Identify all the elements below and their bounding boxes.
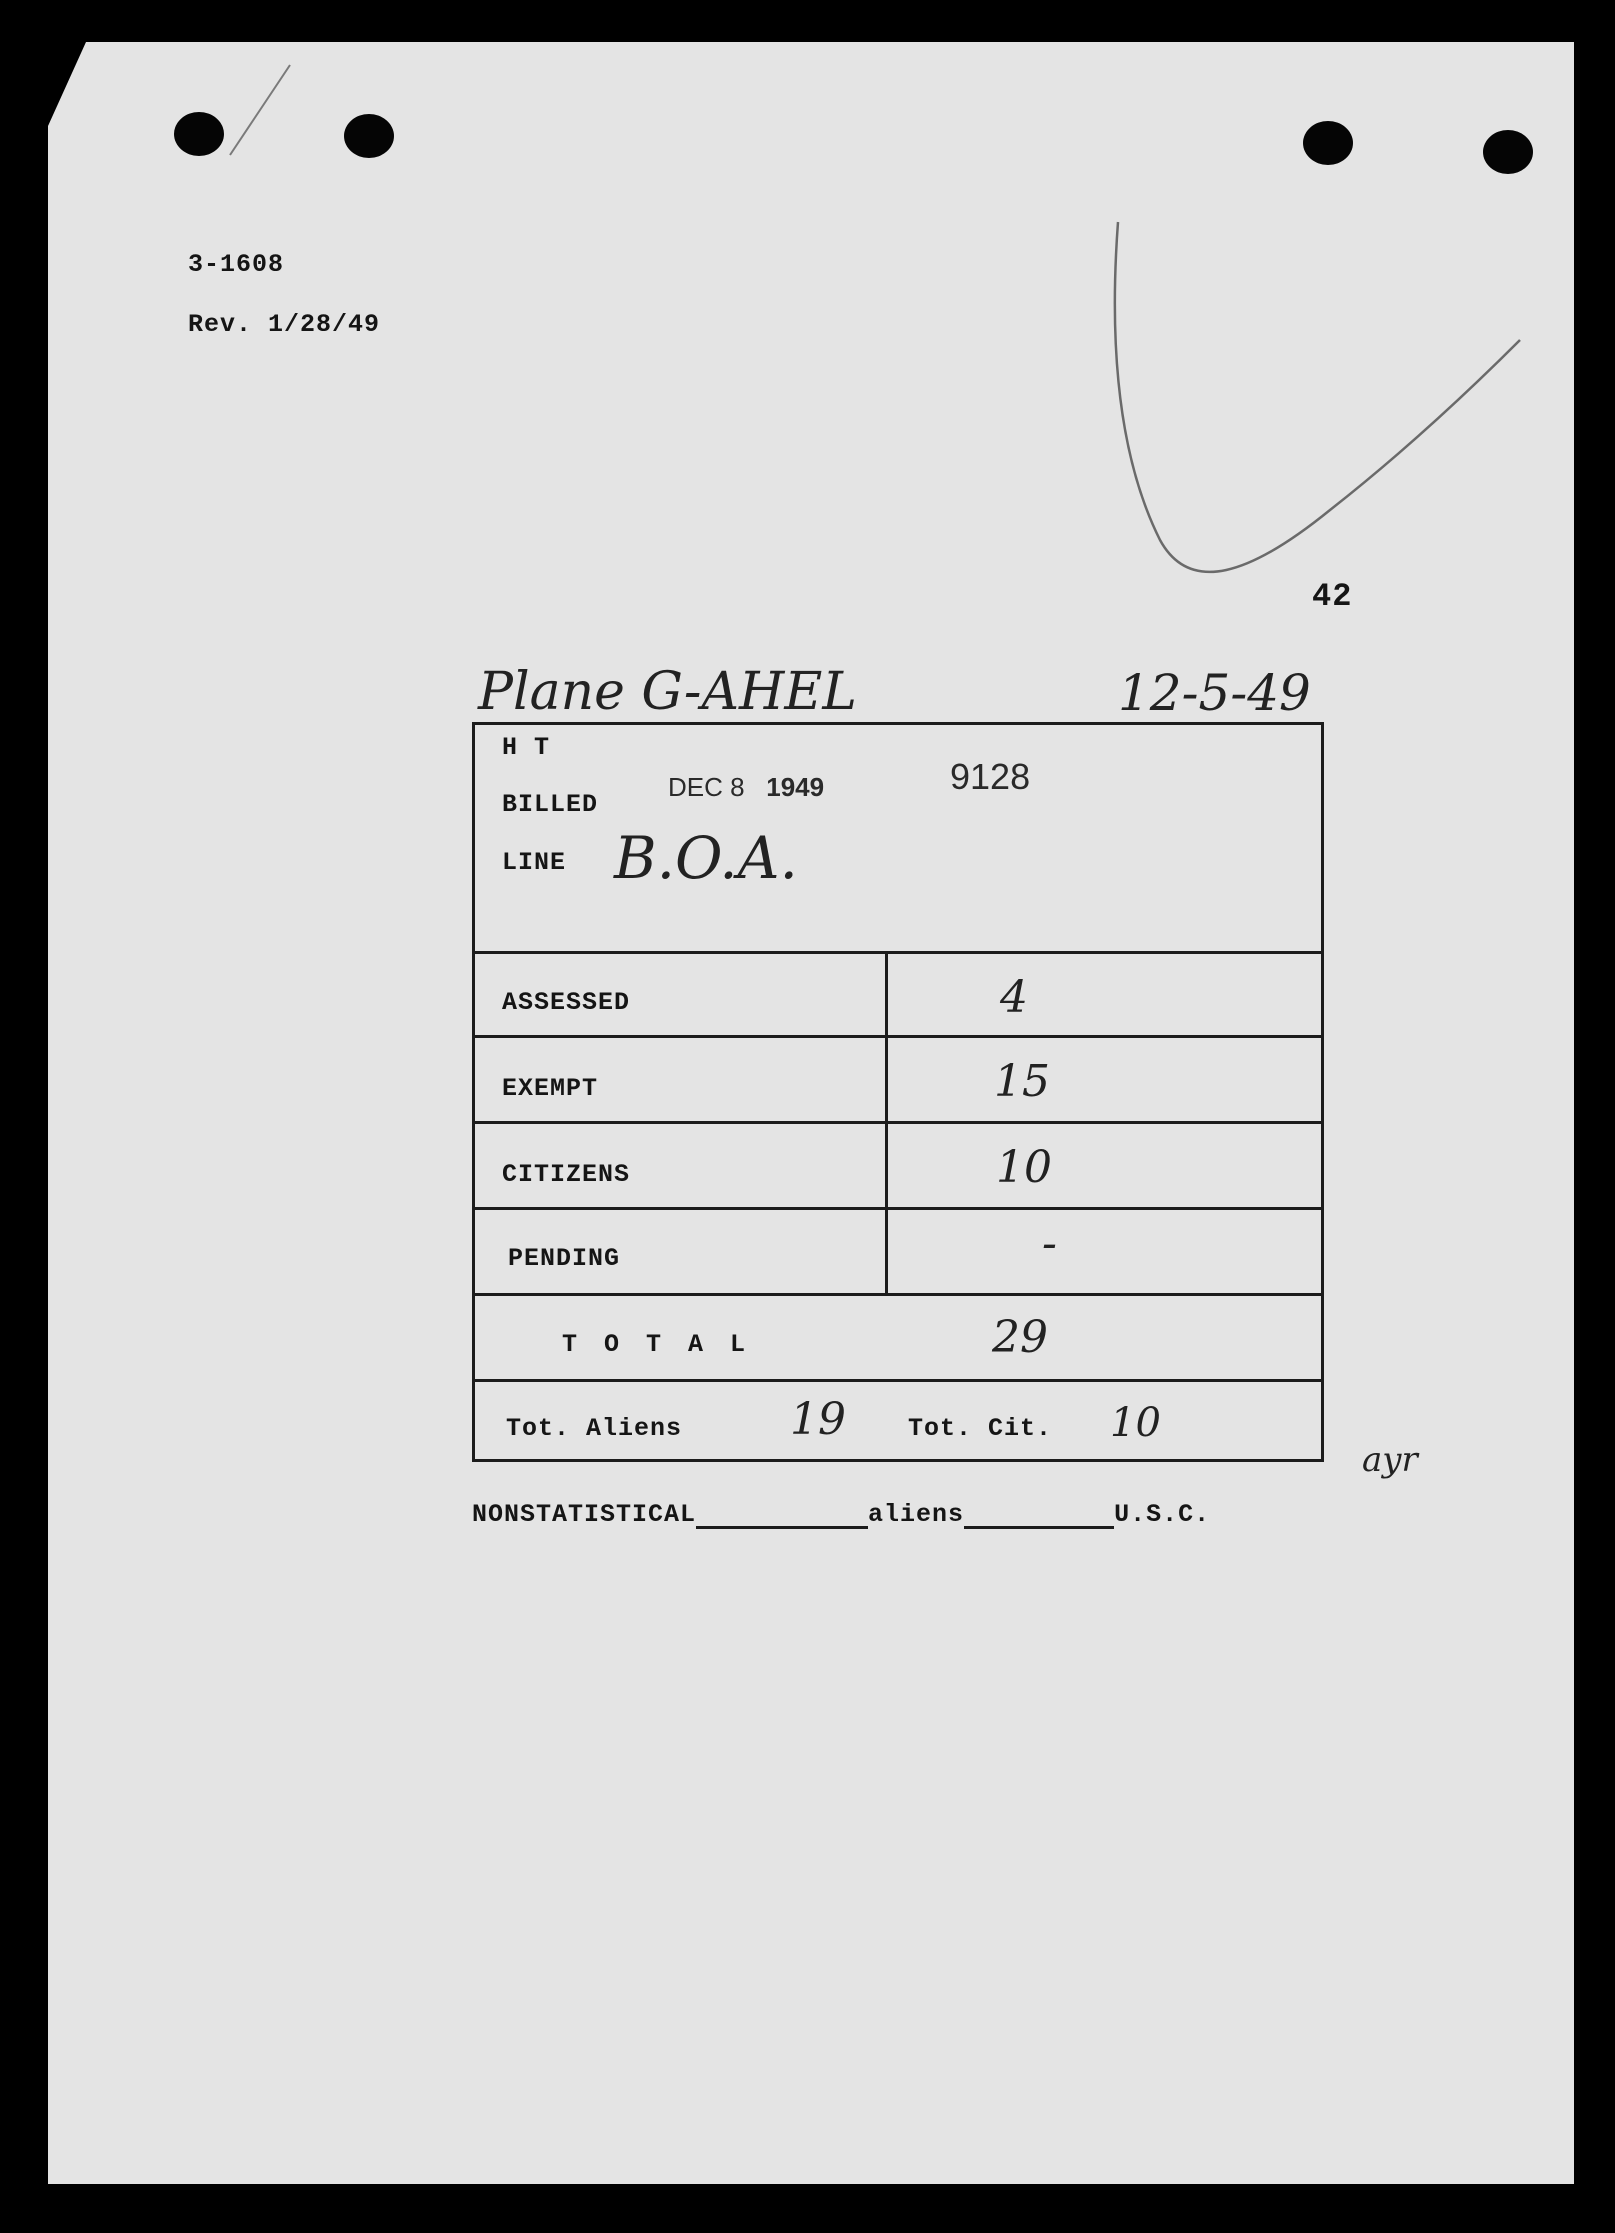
billing-number: 9128 — [950, 756, 1031, 797]
tot-cit-label: Tot. Cit. — [908, 1414, 1053, 1443]
punch-hole — [1483, 130, 1533, 174]
aliens-label: aliens — [868, 1500, 965, 1529]
row-label-exempt: EXEMPT — [502, 1074, 599, 1103]
row-value-pending: - — [1042, 1218, 1057, 1269]
total-label: T O T A L — [562, 1330, 752, 1359]
billed-label: BILLED — [502, 790, 599, 819]
revision-date: Rev. 1/28/49 — [188, 310, 381, 339]
billed-stamp-day: DEC 8 — [668, 772, 745, 802]
punch-hole — [344, 114, 394, 158]
plane-handwriting: Plane G-AHEL — [478, 662, 857, 722]
date-handwriting: 12-5-49 — [1118, 664, 1311, 722]
usc-label: U.S.C. — [1114, 1500, 1211, 1529]
row-value-exempt: 15 — [994, 1056, 1050, 1107]
tot-aliens-value: 19 — [790, 1394, 846, 1445]
row-label-pending: PENDING — [508, 1244, 621, 1273]
tot-cit-value: 10 — [1110, 1400, 1161, 1446]
row-label-assessed: ASSESSED — [502, 988, 631, 1017]
nonstatistical-line — [472, 1500, 1210, 1529]
billed-date-stamp — [668, 772, 824, 803]
line-value: B.O.A. — [614, 824, 798, 892]
row-value-assessed: 4 — [1000, 972, 1028, 1023]
form-number: 3-1608 — [188, 250, 285, 279]
aliens-blank — [696, 1502, 868, 1529]
punch-hole — [174, 112, 224, 156]
line-label: LINE — [502, 848, 567, 877]
total-value: 29 — [992, 1312, 1048, 1363]
pencil-tick-icon — [220, 60, 300, 160]
row-value-citizens: 10 — [996, 1142, 1052, 1193]
row-label-citizens: CITIZENS — [502, 1160, 631, 1189]
punch-hole — [1303, 121, 1353, 165]
billed-stamp-year: 1949 — [766, 772, 825, 802]
nonstatistical-label: NONSTATISTICAL — [472, 1500, 697, 1529]
check-mark-icon — [1100, 210, 1530, 590]
ht-label: H T — [502, 733, 551, 762]
page-number: 42 — [1312, 578, 1353, 615]
initials-handwriting: ayr — [1362, 1440, 1418, 1480]
tot-aliens-label: Tot. Aliens — [506, 1414, 683, 1443]
usc-blank — [964, 1502, 1114, 1529]
